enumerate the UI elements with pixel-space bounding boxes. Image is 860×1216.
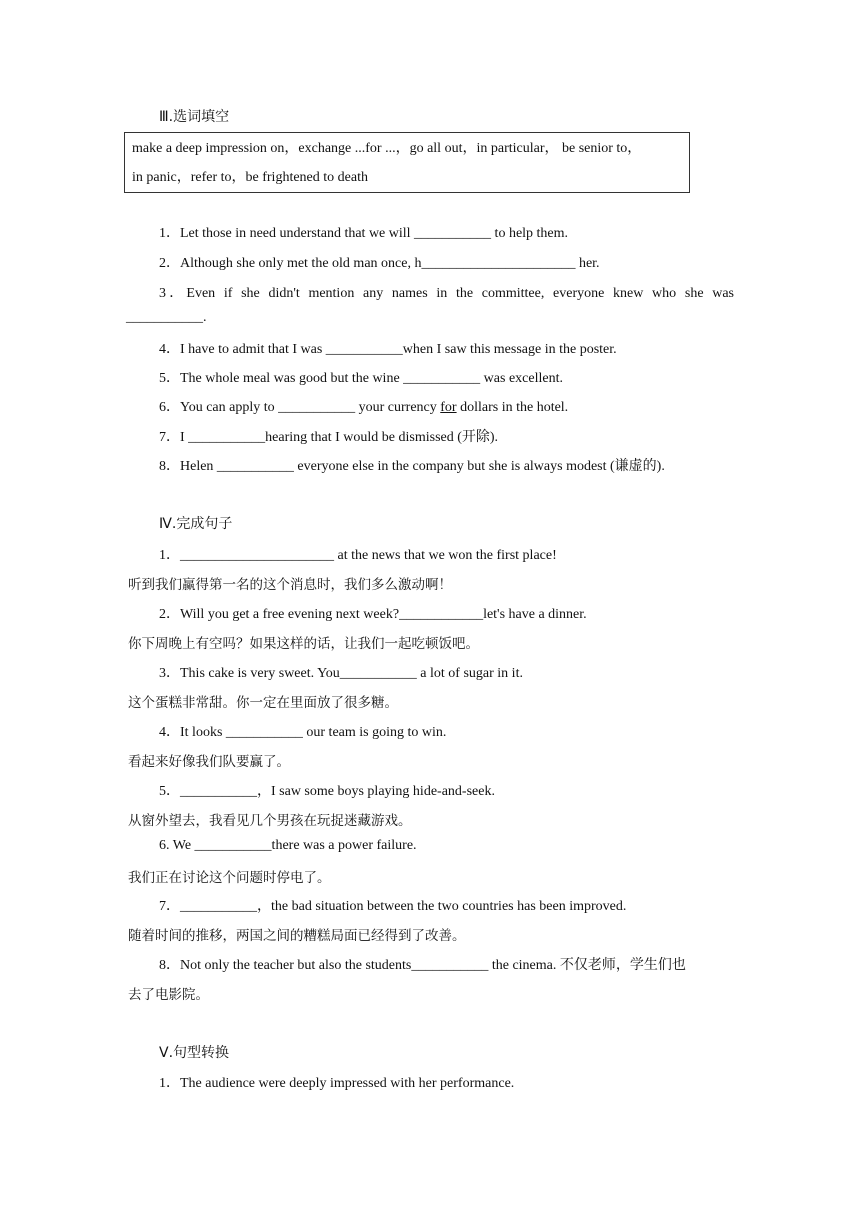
s3-item-6-underlined-for: for xyxy=(440,400,457,415)
s4-item-4: 4．It looks ___________ our team is going to win. xyxy=(159,725,447,740)
s3-item-3-continued: ___________. xyxy=(126,310,207,325)
s4-item-2-translation: 你下周晚上有空吗？如果这样的话，让我们一起吃顿饭吧。 xyxy=(128,636,479,652)
s3-item-8: 8．Helen ___________ everyone else in the company but she is always modest (谦虚的). xyxy=(159,459,665,474)
s4-item-7-translation: 随着时间的推移，两国之间的糟糕局面已经得到了改善。 xyxy=(128,928,466,944)
s3-item-6-b: dollars in the hotel. xyxy=(456,400,569,415)
s4-item-2: 2．Will you get a free evening next week?____________let's have a dinner. xyxy=(159,607,587,622)
word-bank-line-2: in panic，refer to，be frightened to death xyxy=(132,170,368,185)
s3-item-3: 3．Even if she didn't mention any names in the committee, everyone knew who she was xyxy=(159,286,734,301)
section-5-heading: Ⅴ.句型转换 xyxy=(159,1045,230,1061)
s5-item-1: 1．The audience were deeply impressed with her performance. xyxy=(159,1076,515,1091)
s4-item-5-translation: 从窗外望去，我看见几个男孩在玩捉迷藏游戏。 xyxy=(128,813,412,829)
s3-item-6-a: 6．You can apply to ___________ your currency xyxy=(159,400,441,415)
s4-item-8: 8．Not only the teacher but also the students___________ the cinema. 不仅老师，学生们也 xyxy=(159,958,686,973)
s3-item-6 xyxy=(159,396,568,416)
section-4-heading: Ⅳ.完成句子 xyxy=(159,516,233,532)
s4-item-6: 6. We ___________there was a power failure. xyxy=(159,838,417,853)
s3-item-4: 4．I have to admit that I was ___________when I saw this message in the poster. xyxy=(159,342,617,357)
s3-item-5: 5．The whole meal was good but the wine ___________ was excellent. xyxy=(159,371,563,386)
s3-item-2: 2．Although she only met the old man once, h______________________ her. xyxy=(159,256,600,271)
s4-item-3: 3．This cake is very sweet. You___________ a lot of sugar in it. xyxy=(159,666,523,681)
s4-item-8-continued: 去了电影院。 xyxy=(128,987,209,1003)
word-bank-box xyxy=(124,132,690,193)
s3-item-7: 7．I ___________hearing that I would be dismissed (开除). xyxy=(159,430,499,445)
word-bank-line-1: make a deep impression on，exchange ...for ...，go all out，in particular， be senior to， xyxy=(132,141,642,156)
section-3-heading: Ⅲ.选词填空 xyxy=(159,109,230,125)
s4-item-7: 7．___________，the bad situation between the two countries has been improved. xyxy=(159,899,627,914)
s4-item-1: 1．______________________ at the news that we won the first place! xyxy=(159,548,557,563)
s4-item-3-translation: 这个蛋糕非常甜。你一定在里面放了很多糖。 xyxy=(128,695,398,711)
s3-item-1: 1．Let those in need understand that we will ___________ to help them. xyxy=(159,226,569,241)
s4-item-4-translation: 看起来好像我们队要赢了。 xyxy=(128,754,290,770)
s4-item-6-translation: 我们正在讨论这个问题时停电了。 xyxy=(128,870,331,886)
s4-item-5: 5．___________，I saw some boys playing hide-and-seek. xyxy=(159,784,495,799)
s4-item-1-translation: 听到我们赢得第一名的这个消息时，我们多么激动啊！ xyxy=(128,577,452,593)
